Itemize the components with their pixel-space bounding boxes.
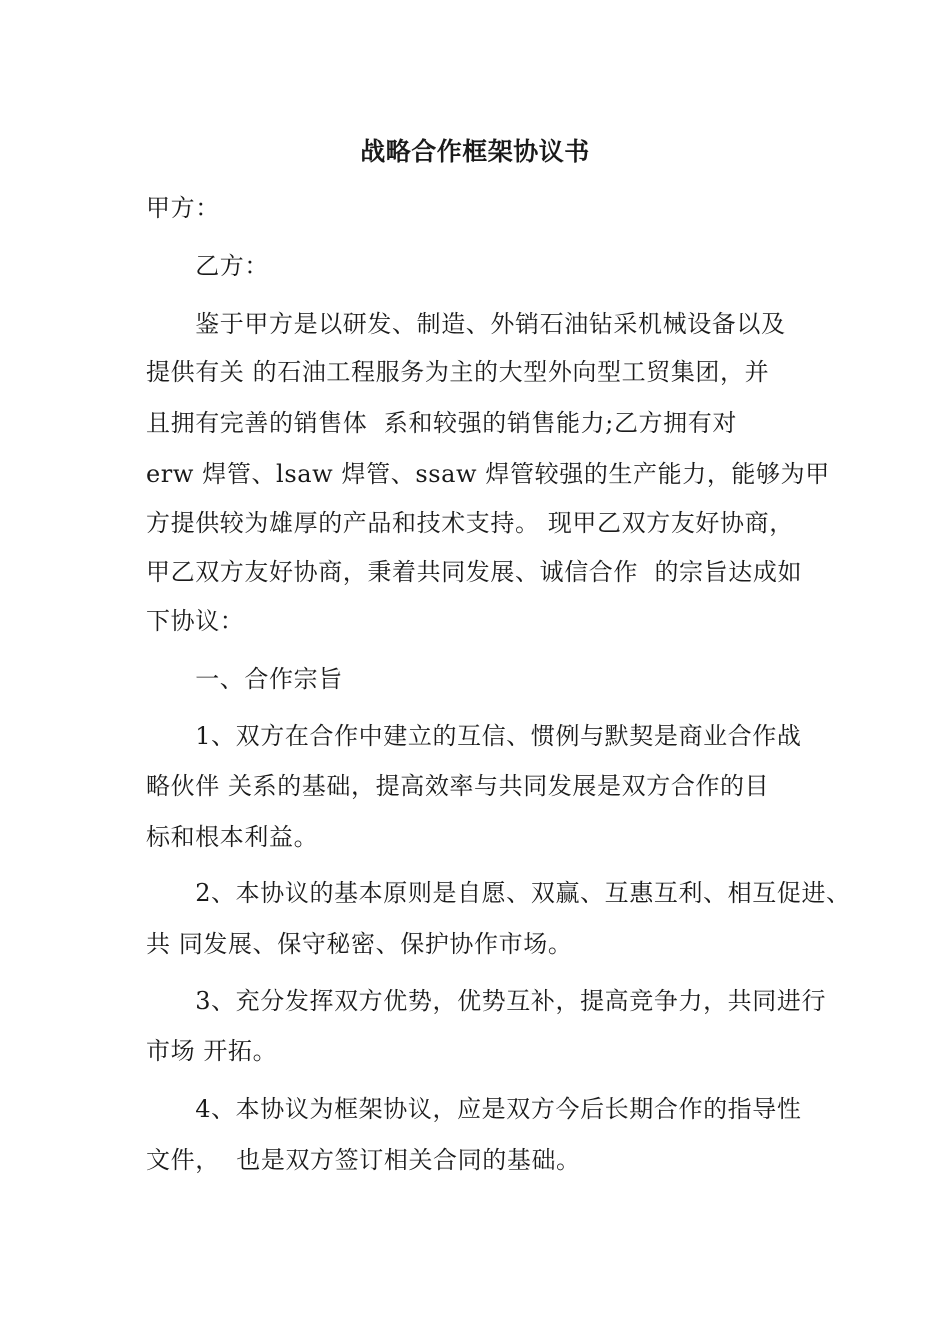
preamble-line-4: erw 焊管、lsaw 焊管、ssaw 焊管较强的生产能力，能够为甲 — [146, 460, 830, 488]
clause-3-line-1: 3、充分发挥双方优势，优势互补，提高竞争力，共同进行 — [146, 987, 827, 1015]
clause-1-line-3: 标和根本利益。 — [146, 823, 319, 851]
party-b-line: 乙方： — [146, 252, 269, 280]
document-title: 战略合作框架协议书 — [360, 137, 590, 166]
clause-3-line-2: 市场 开拓。 — [146, 1037, 278, 1065]
preamble-line-5: 方提供较为雄厚的产品和技术支持。 现甲乙双方友好协商， — [146, 509, 794, 537]
clause-4-line-1: 4、本协议为框架协议，应是双方今后长期合作的指导性 — [146, 1095, 802, 1123]
clause-4-line-2: 文件， 也是双方签订相关合同的基础。 — [146, 1146, 581, 1174]
clause-2-line-1: 2、本协议的基本原则是自愿、双赢、互惠互利、相互促进、 — [146, 879, 851, 907]
clause-1-line-1: 1、双方在合作中建立的互信、惯例与默契是商业合作战 — [146, 722, 802, 750]
preamble-line-6: 甲乙双方友好协商，秉着共同发展、诚信合作 的宗旨达成如 — [146, 558, 803, 586]
section-heading: 一、合作宗旨 — [146, 665, 343, 693]
preamble-line-7: 下协议： — [146, 607, 245, 635]
preamble-line-2: 提供有关 的石油工程服务为主的大型外向型工贸集团，并 — [146, 358, 770, 386]
party-a-line: 甲方： — [146, 194, 220, 222]
preamble-line-3: 且拥有完善的销售体 系和较强的销售能力;乙方拥有对 — [146, 409, 737, 437]
clause-2-line-2: 共 同发展、保守秘密、保护协作市场。 — [146, 930, 573, 958]
preamble-line-1: 鉴于甲方是以研发、制造、外销石油钻采机械设备以及 — [146, 310, 786, 338]
clause-1-line-2: 略伙伴 关系的基础，提高效率与共同发展是双方合作的目 — [146, 772, 770, 800]
